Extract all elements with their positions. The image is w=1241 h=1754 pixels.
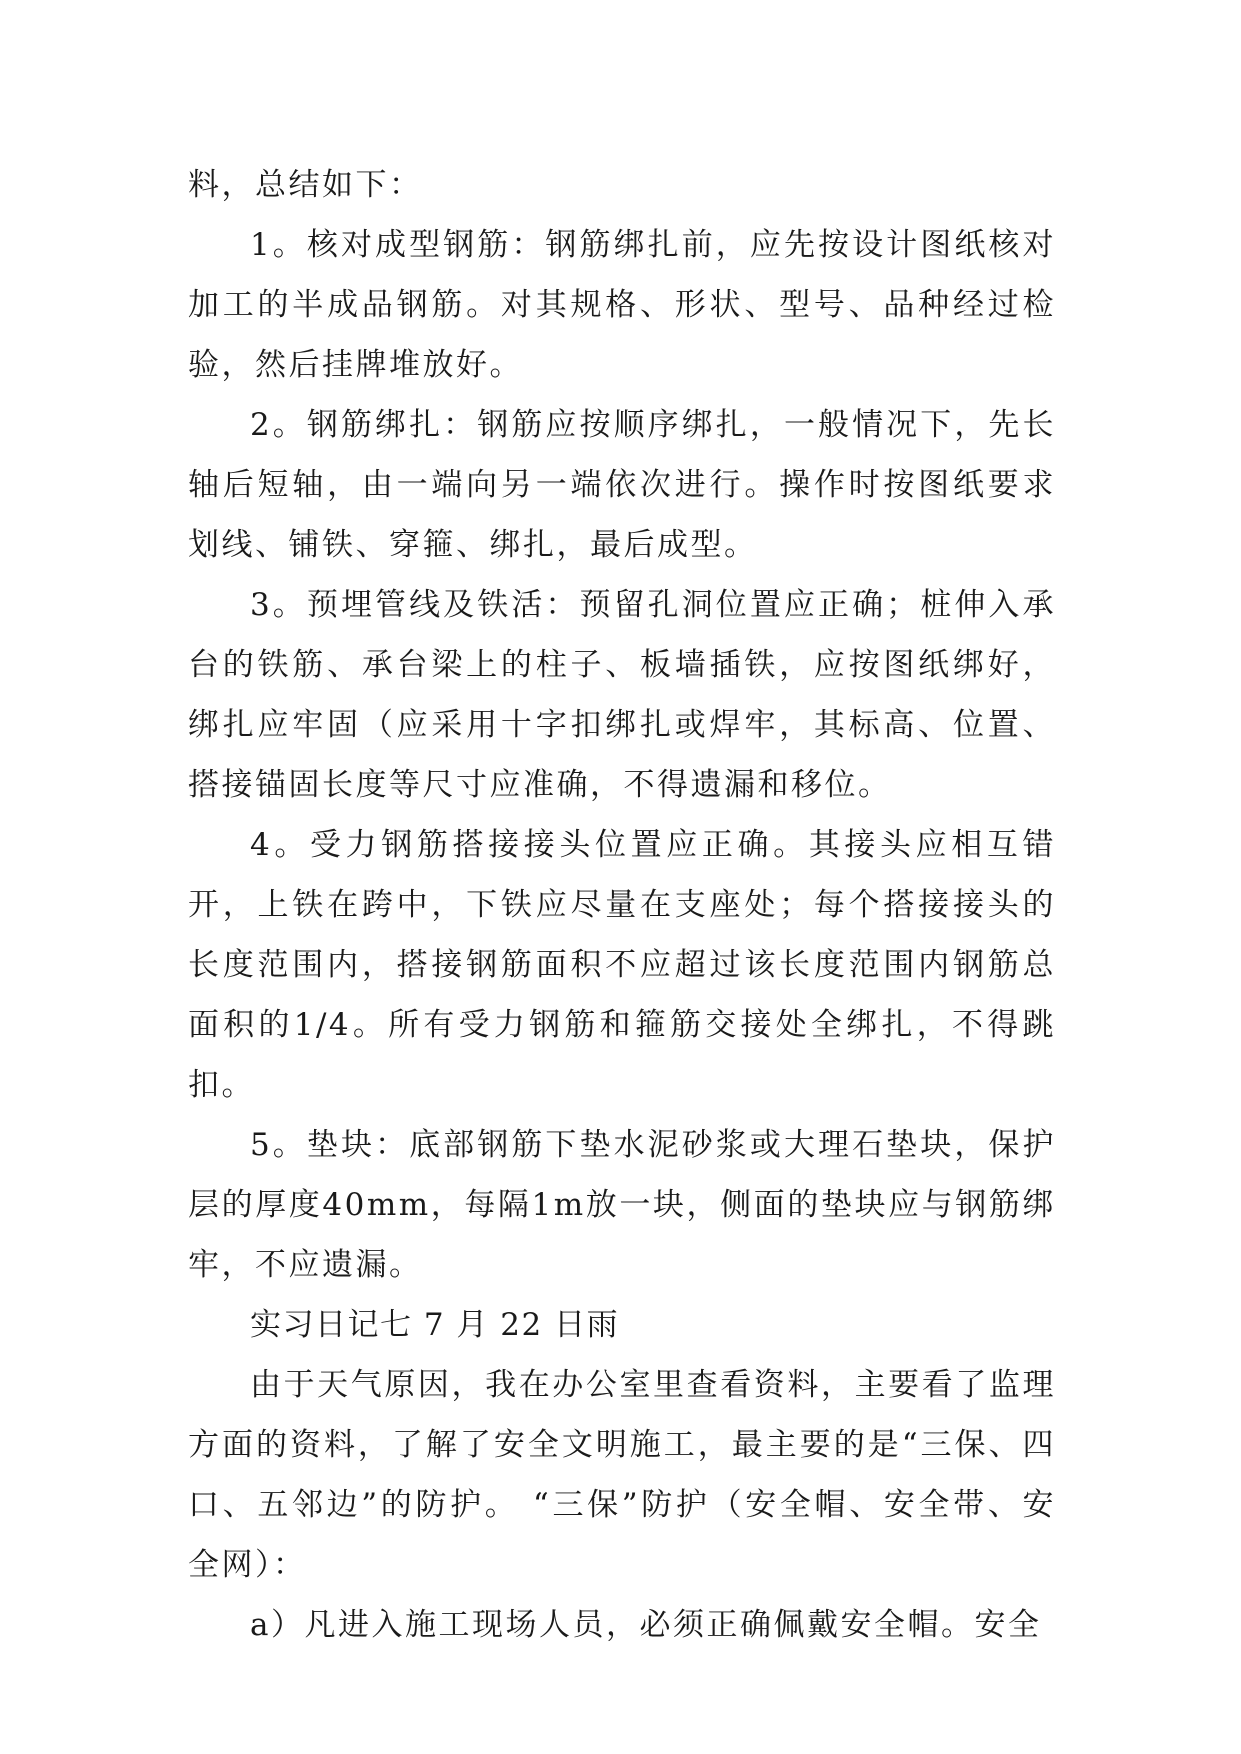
paragraph-diary-body: 由于天气原因，我在办公室里查看资料，主要看了监理方面的资料，了解了安全文明施工，最主要的是“三保、四口、五邻边”的防护。 “三保”防护（安全帽、安全带、安全网）：: [188, 1367, 1056, 1583]
diary-heading: 实习日记七 7 月 22 日雨: [250, 1307, 620, 1343]
paragraph-item-4-lap-joints: 4。受力钢筋搭接接头位置应正确。其接头应相互错开，上铁在跨中，下铁应尽量在支座处；每个搭接接头的长度范围内，搭接钢筋面积不应超过该长度范围内钢筋总面积的1/4。所有受力钢筋和箍筋交接处全绑扎，不得跳扣。: [188, 827, 1056, 1103]
paragraph-item-5-spacer-blocks: 5。垫块：底部钢筋下垫水泥砂浆或大理石垫块，保护层的厚度40mm，每隔1m放一块，侧面的垫块应与钢筋绑牢，不应遗漏。: [188, 1127, 1056, 1283]
paragraph-continuation: 料，总结如下：: [188, 167, 423, 203]
paragraph-item-3-embedded-pipes: 3。预埋管线及铁活：预留孔洞位置应正确；桩伸入承台的铁筋、承台梁上的柱子、板墙插铁，应按图纸绑好，绑扎应牢固（应采用十字扣绑扎或焊牢，其标高、位置、搭接锚固长度等尺寸应准确，不得遗漏和移位。: [188, 587, 1056, 803]
paragraph-item-1-check-rebar: 1。核对成型钢筋：钢筋绑扎前，应先按设计图纸核对加工的半成品钢筋。对其规格、形状、型号、品种经过检验，然后挂牌堆放好。: [188, 227, 1056, 383]
document-body: [188, 155, 1056, 1655]
paragraph-item-a-helmet: a）凡进入施工现场人员，必须正确佩戴安全帽。安全: [250, 1607, 1042, 1643]
paragraph-item-2-rebar-binding: 2。钢筋绑扎：钢筋应按顺序绑扎，一般情况下，先长轴后短轴，由一端向另一端依次进行。操作时按图纸要求划线、铺铁、穿箍、绑扎，最后成型。: [188, 407, 1056, 563]
